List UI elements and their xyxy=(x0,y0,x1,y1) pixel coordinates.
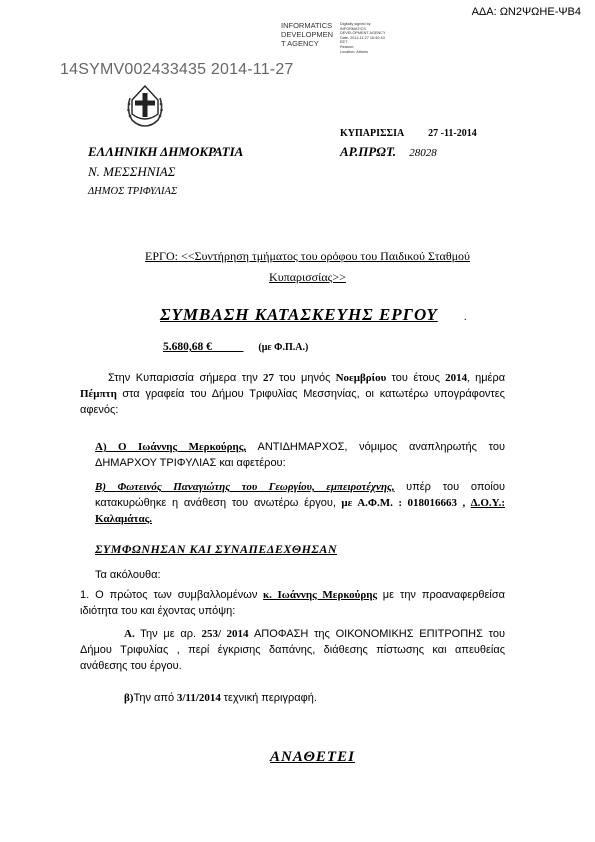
greek-emblem-icon xyxy=(124,84,166,128)
intro-text: Στην Κυπαρισσία σήμερα την xyxy=(108,372,258,384)
amount-value: 5.680,68 € xyxy=(163,341,212,353)
party-b-afm: με Α.Φ.Μ. : 018016663 , xyxy=(341,497,466,509)
item-b-text: Την από xyxy=(133,692,175,704)
intro-text: του έτους xyxy=(391,372,440,384)
intro-day: 27 xyxy=(262,372,274,384)
intro-month: Νοεμβρίου xyxy=(335,372,387,384)
document-code: 14SYMV002433435 2014-11-27 xyxy=(60,61,294,78)
ada-code: ΑΔΑ: ΩΝ2ΨΩΗΕ-ΨΒ4 xyxy=(471,6,581,18)
item-b-text: τεχνική περιγραφή. xyxy=(223,692,317,704)
item-a-decision: 253/ 2014 xyxy=(201,628,249,640)
item-a-label: Α. xyxy=(124,628,135,640)
intro-comma: , xyxy=(467,372,470,384)
intro-weekday: Πέμπτη xyxy=(80,388,117,400)
date: 27 -11-2014 xyxy=(428,128,477,139)
intro-paragraph xyxy=(80,370,505,418)
protocol-reference xyxy=(340,144,437,160)
signature-detail-line: Date: 2014.11.27 16:40:43 xyxy=(340,35,385,40)
party-b-text: υπέρ του οποίου κατακυρώθηκε η ανάθεση του ανωτέρω έργου, xyxy=(95,481,506,509)
item-b-paragraph xyxy=(124,690,504,706)
party-a-paragraph xyxy=(95,439,505,471)
party-a-text: ΑΝΤΙΔΗΜΑΡΧΟΣ, νόμιμος αναπληρωτής του ΔΗΜΑΡΧΟΥ ΤΡΙΦΥΛΙΑΣ και αφετέρου: xyxy=(95,441,505,469)
item-1-text: με την προαναφερθείσα ιδιότητα του και έχοντας υπόψη: xyxy=(80,589,505,617)
intro-text: στα γραφεία του Δήμου Τριφυλίας Μεσσηνίας, οι κατωτέρω υπογράφοντες αφενός: xyxy=(80,388,505,416)
party-b-paragraph xyxy=(95,479,505,527)
contract-title: ΣΥΜΒΑΣΗ ΚΑΤΑΣΚΕΥΗΣ ΕΡΓΟΥ xyxy=(160,305,438,324)
contract-amount xyxy=(163,341,308,353)
signature-details xyxy=(340,22,410,54)
item-b-date: 3/11/2014 xyxy=(176,692,221,704)
agreed-heading: ΣΥΜΦΩΝΗΣΑΝ ΚΑΙ ΣΥΝΑΠΕΔΕΧΘΗΣΑΝ xyxy=(95,542,338,556)
header-prefecture: Ν. ΜΕΣΣΗΝΙΑΣ xyxy=(88,164,176,179)
place: ΚΥΠΑΡΙΣΣΙΑ xyxy=(340,128,404,139)
signature-detail-line: EET xyxy=(340,40,348,45)
signature-organization: INFORMATICS DEVELOPMEN T AGENCY xyxy=(281,21,334,48)
project-line-2: Κυπαρισσίας>> xyxy=(269,270,346,284)
protocol-number: 28028 xyxy=(409,147,437,159)
party-a-name: Α) Ο Ιωάννης Μερκούρης, xyxy=(95,441,247,453)
title-dot: . xyxy=(464,312,467,323)
item-a-text: ΑΠΟΦΑΣΗ της ΟΙΚΟΝΟΜΙΚΗΣ ΕΠΙΤΡΟΠΗΣ του Δήμου Τριφυλίας , περί έγκρισης δαπάνης, διάθεσης πίστωσης και απευθείας ανάθεσης του έργου. xyxy=(80,628,505,672)
place-date xyxy=(340,128,477,139)
party-b-name: Β) Φωτεινός Παναγιώτης του Γεωργίου, εμπειροτέχνης, xyxy=(95,481,395,493)
header-republic: ΕΛΛΗΝΙΚΗ ΔΗΜΟΚΡΑΤΙΑ xyxy=(88,144,244,159)
item-a-paragraph xyxy=(80,626,505,674)
signature-detail-line: Location: Athens xyxy=(340,49,369,54)
signature-detail-line: Digitally signed by xyxy=(340,22,371,26)
header-municipality: ΔΗΜΟΣ ΤΡΙΦΥΛΙΑΣ xyxy=(88,186,178,197)
item-1-name: κ. Ιωάννης Μερκούρης xyxy=(263,589,378,601)
item-1-paragraph xyxy=(80,587,505,619)
amount-note: (με Φ.Π.Α.) xyxy=(258,342,309,353)
protocol-label: ΑΡ.ΠΡΩΤ. xyxy=(340,144,396,159)
item-a-text: Την με αρ. xyxy=(140,628,197,640)
party-b-doy: Δ.Ο.Υ.: Καλαμάτας. xyxy=(95,497,505,525)
intro-year: 2014 xyxy=(445,372,468,384)
signature-detail-line: INFORMATICS xyxy=(340,26,366,31)
signature-detail-line: DEVELOPMENT AGENCY xyxy=(340,31,386,36)
signature-detail-line: Reason: xyxy=(340,44,355,49)
assigns-heading: ΑΝΑΘΕΤΕΙ xyxy=(270,749,355,765)
following-label: Τα ακόλουθα: xyxy=(95,569,161,581)
intro-text: ημέρα xyxy=(475,372,506,384)
intro-text: του μηνός xyxy=(279,372,331,384)
project-line-1: ΕΡΓΟ: <<Συντήρηση τμήματος του ορόφου του Παιδικού Σταθμού xyxy=(145,249,470,263)
item-b-label: β) xyxy=(124,692,134,704)
item-1-text: 1. Ο πρώτος των συμβαλλομένων xyxy=(80,589,258,601)
